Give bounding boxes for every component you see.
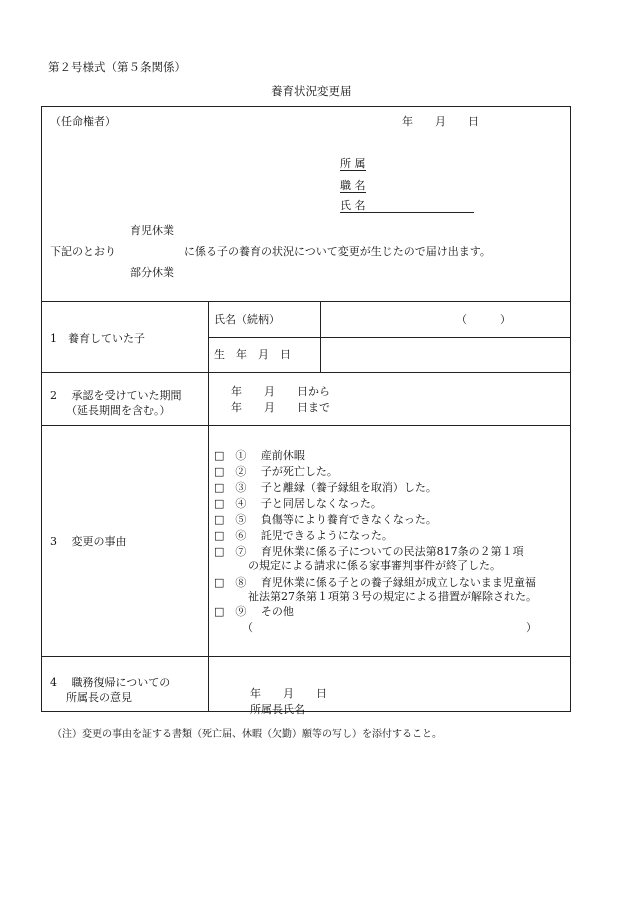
child-name-label: 氏名（続柄）: [214, 313, 280, 326]
period-from: 年 月 日から: [231, 385, 330, 398]
reason-item: □ ⑨ その他: [214, 605, 294, 618]
column-divider: [208, 301, 209, 712]
reason-item-continuation: 祉法第27条第１項第３号の規定による措置が解除された。: [248, 590, 537, 603]
reason-item: □ ③ 子と離縁（養子縁組を取消）した。: [214, 481, 437, 494]
reason-item: □ ⑧ 育児休業に係る子との養子縁組が成立しないまま児童福: [214, 576, 536, 589]
form-number: 第２号様式（第５条関係）: [48, 60, 186, 74]
child-row-label: 1 養育していた子: [50, 332, 145, 345]
period-label: 2 承認を受けていた期間: [50, 389, 182, 402]
reason-row-label: 3 変更の事由: [50, 535, 127, 548]
statement-prefix: 下記のとおり: [50, 245, 116, 258]
period-label-note: （延長期間を含む。）: [66, 404, 171, 417]
name-label: 氏 名: [340, 199, 366, 212]
leave-option-childcare: 育児休業: [130, 224, 174, 237]
reason-item: □ ⑥ 託児できるようになった。: [214, 529, 393, 542]
appointer-label: （任命権者）: [50, 115, 116, 128]
reason-item: □ ④ 子と同居しなくなった。: [214, 497, 382, 510]
statement-text: に係る子の養育の状況について変更が生じたので届け出ます。: [184, 245, 491, 258]
reason-item: □ ② 子が死亡した。: [214, 465, 338, 478]
divider-reason: [41, 656, 571, 657]
divider-child-inner: [208, 337, 571, 338]
form-title: 養育状況変更届: [271, 84, 352, 98]
child-birth-label: 生 年 月 日: [214, 348, 291, 361]
reason-item: □ ⑤ 負傷等により養育できなくなった。: [214, 513, 437, 526]
other-open-paren: （: [242, 621, 253, 634]
child-relation-paren: （ ）: [456, 313, 511, 326]
submission-date: 年 月 日: [402, 115, 479, 128]
position-label: 職 名: [340, 179, 366, 192]
reason-item: □ ⑦ 育児休業に係る子についての民法第817条の２第１項: [214, 545, 524, 558]
name-signature-line: [340, 212, 474, 213]
divider-child: [41, 372, 571, 373]
divider-period: [41, 425, 571, 426]
reason-item-continuation: の規定による請求に係る家事審判事件が終了した。: [248, 559, 501, 572]
child-field-divider: [320, 301, 321, 372]
reason-item: □ ① 産前休暇: [214, 449, 305, 462]
affiliation-label: 所 属: [340, 157, 366, 170]
other-close-paren: ）: [526, 621, 537, 634]
reinstate-date: 年 月 日: [250, 687, 327, 700]
leave-option-partial: 部分休業: [130, 266, 174, 279]
divider-header: [41, 301, 571, 302]
reinstate-label: 4 職務復帰についての: [50, 676, 171, 689]
reinstate-label-2: 所属長の意見: [66, 691, 132, 704]
period-to: 年 月 日まで: [231, 401, 330, 414]
reinstate-supervisor-name: 所属長氏名: [250, 703, 305, 716]
footnote: （注）変更の事由を証する書類（死亡届、休暇（欠勤）願等の写し）を添付すること。: [52, 729, 442, 740]
